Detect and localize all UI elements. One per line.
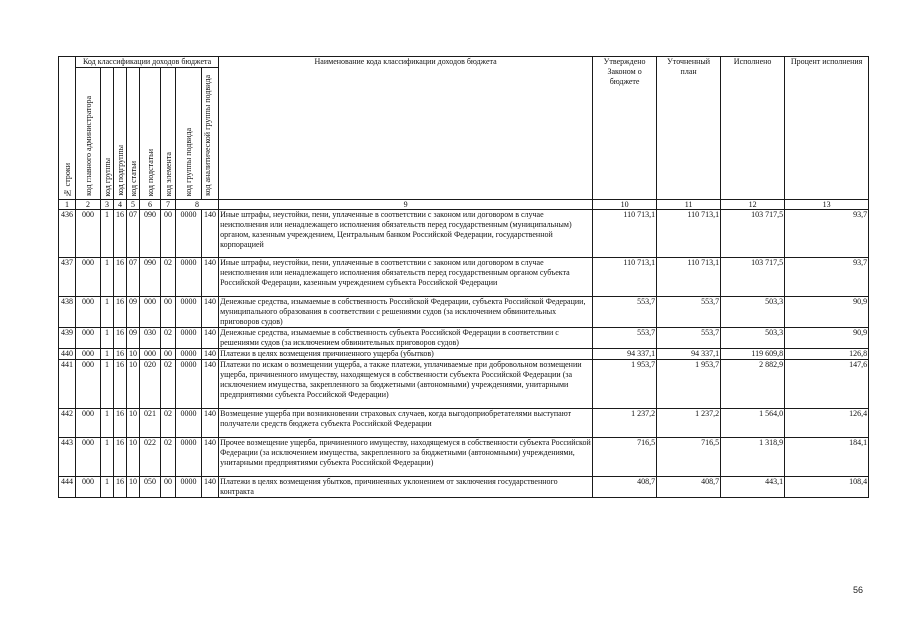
header-percent: Процент исполнения [785,57,869,200]
column-numbers-row [59,200,869,210]
cell-refined: 1 237,2 [657,409,721,438]
cell-article-code: 07 [127,210,140,258]
cell-article-code: 10 [127,438,140,477]
budget-income-table [58,56,869,498]
report-sheet [58,56,869,498]
cell-executed: 119 609,8 [721,349,785,360]
cell-subgroup-code: 16 [114,297,127,328]
cell-name: Прочее возмещение ущерба, причиненного имуществу, находящемуся в собственности субъекта Российской Федерации (за исключением имущества, закрепленного за бюджетными (автономными) учреждениями, унитарными предприятиями субъекта Российской Федерации) [219,438,593,477]
cell-row-no: 442 [59,409,76,438]
cell-name: Платежи в целях возмещения убытков, причиненных уклонением от заключения государственного контракта [219,477,593,498]
cell-approved: 553,7 [593,297,657,328]
cell-subtype-code: 0000 [176,360,202,409]
cell-element-code: 00 [161,349,176,360]
cell-executed: 1 564,0 [721,409,785,438]
cell-element-code: 00 [161,477,176,498]
header-article-code: код статьи [127,68,140,200]
cell-name: Иные штрафы, неустойки, пени, уплаченные в соответствии с законом или договором в случае неисполнения или ненадлежащего исполнения обязательств перед государственным (муниципальным) органом, казенным учреждением, Центральным банком Российской Федерации, государственной корпорацией [219,210,593,258]
table-row [59,477,869,498]
cell-executed: 103 717,5 [721,258,785,297]
column-number: 9 [219,200,593,210]
cell-analytic-code: 140 [202,409,219,438]
header-admin-code: код главного администратора [76,68,101,200]
cell-group-code: 1 [101,258,114,297]
table-body [59,210,869,498]
cell-admin-code: 000 [76,297,101,328]
column-number: 12 [721,200,785,210]
page-number: 56 [853,585,864,595]
cell-subgroup-code: 16 [114,210,127,258]
cell-subarticle-code: 022 [140,438,161,477]
table-row [59,297,869,328]
column-number: 5 [127,200,140,210]
column-number: 7 [161,200,176,210]
cell-approved: 110 713,1 [593,258,657,297]
cell-approved: 716,5 [593,438,657,477]
table-row [59,438,869,477]
cell-subtype-code: 0000 [176,409,202,438]
cell-name: Возмещение ущерба при возникновении страховых случаев, когда выгодоприобретателями выступают получатели средств бюджета субъекта Российской Федерации [219,409,593,438]
header-row-top [59,57,869,68]
header-subarticle-code: код подстатьи [140,68,161,200]
cell-percent: 90,9 [785,297,869,328]
cell-executed: 503,3 [721,328,785,349]
cell-element-code: 00 [161,210,176,258]
cell-element-code: 02 [161,438,176,477]
cell-group-code: 1 [101,328,114,349]
cell-subarticle-code: 020 [140,360,161,409]
cell-element-code: 02 [161,258,176,297]
cell-name: Платежи по искам о возмещении ущерба, а также платежи, уплачиваемые при добровольном возмещении ущерба, причиненного имуществу, находящемуся в собственности субъекта Российской Федерации (за исключением имущества, закрепленного за бюджетными (автономными) учреждениями, унитарными предприятиями субъекта Российской Федерации) [219,360,593,409]
cell-subarticle-code: 050 [140,477,161,498]
cell-percent: 126,4 [785,409,869,438]
header-row-no: № строки [59,57,76,200]
cell-percent: 90,9 [785,328,869,349]
table-row [59,360,869,409]
cell-element-code: 02 [161,360,176,409]
cell-admin-code: 000 [76,349,101,360]
cell-group-code: 1 [101,360,114,409]
cell-percent: 126,8 [785,349,869,360]
cell-article-code: 10 [127,360,140,409]
cell-subgroup-code: 16 [114,477,127,498]
cell-subarticle-code: 000 [140,297,161,328]
cell-admin-code: 000 [76,409,101,438]
header-subgroup-code: код подгруппы [114,68,127,200]
header-approved: Утверждено Законом о бюджете [593,57,657,200]
header-analytic-group-code: код аналитической группы подвида [202,68,219,200]
cell-approved: 553,7 [593,328,657,349]
cell-subgroup-code: 16 [114,438,127,477]
cell-refined: 1 953,7 [657,360,721,409]
cell-group-code: 1 [101,438,114,477]
header-executed: Исполнено [721,57,785,200]
table-row [59,409,869,438]
cell-approved: 94 337,1 [593,349,657,360]
cell-admin-code: 000 [76,360,101,409]
cell-executed: 503,3 [721,297,785,328]
cell-subarticle-code: 021 [140,409,161,438]
cell-element-code: 02 [161,328,176,349]
column-number: 3 [101,200,114,210]
cell-row-no: 444 [59,477,76,498]
cell-subarticle-code: 000 [140,349,161,360]
cell-executed: 443,1 [721,477,785,498]
cell-group-code: 1 [101,409,114,438]
cell-admin-code: 000 [76,328,101,349]
cell-article-code: 10 [127,349,140,360]
cell-subarticle-code: 090 [140,210,161,258]
column-number: 11 [657,200,721,210]
table-row [59,349,869,360]
cell-analytic-code: 140 [202,477,219,498]
cell-subtype-code: 0000 [176,258,202,297]
column-number: 4 [114,200,127,210]
cell-analytic-code: 140 [202,360,219,409]
cell-name: Денежные средства, изымаемые в собственность субъекта Российской Федерации в соответствии с решениями судов (за исключением обвинительных приговоров судов) [219,328,593,349]
cell-analytic-code: 140 [202,438,219,477]
cell-subtype-code: 0000 [176,477,202,498]
cell-group-code: 1 [101,210,114,258]
cell-group-code: 1 [101,477,114,498]
cell-approved: 110 713,1 [593,210,657,258]
cell-subgroup-code: 16 [114,349,127,360]
cell-percent: 147,6 [785,360,869,409]
header-name: Наименование кода классификации доходов бюджета [219,57,593,200]
column-number: 8 [176,200,219,210]
column-number: 13 [785,200,869,210]
cell-name: Иные штрафы, неустойки, пени, уплаченные в соответствии с законом или договором в случае неисполнения или ненадлежащего исполнения обязательств перед государственным органом субъекта Российской Федерации, казенным учреждением субъекта Российской Федерации [219,258,593,297]
cell-element-code: 00 [161,297,176,328]
header-refined: Уточненный план [657,57,721,200]
cell-group-code: 1 [101,349,114,360]
cell-analytic-code: 140 [202,297,219,328]
cell-group-code: 1 [101,297,114,328]
cell-percent: 108,4 [785,477,869,498]
cell-subtype-code: 0000 [176,349,202,360]
cell-approved: 1 953,7 [593,360,657,409]
cell-subgroup-code: 16 [114,258,127,297]
cell-executed: 1 318,9 [721,438,785,477]
cell-refined: 553,7 [657,297,721,328]
cell-name: Платежи в целях возмещения причиненного ущерба (убытков) [219,349,593,360]
cell-subarticle-code: 090 [140,258,161,297]
cell-refined: 110 713,1 [657,258,721,297]
cell-name: Денежные средства, изымаемые в собственность Российской Федерации, субъекта Российской Федерации, муниципального образования в соответствии с решениями судов (за исключением обвинительных приговоров судов) [219,297,593,328]
cell-subtype-code: 0000 [176,328,202,349]
cell-refined: 94 337,1 [657,349,721,360]
column-number: 1 [59,200,76,210]
header-element-code: код элемента [161,68,176,200]
cell-percent: 184,1 [785,438,869,477]
cell-subtype-code: 0000 [176,210,202,258]
cell-percent: 93,7 [785,210,869,258]
cell-row-no: 438 [59,297,76,328]
cell-admin-code: 000 [76,210,101,258]
cell-article-code: 09 [127,328,140,349]
cell-refined: 553,7 [657,328,721,349]
header-classification-group: Код классификации доходов бюджета [76,57,219,68]
cell-subgroup-code: 16 [114,409,127,438]
cell-approved: 1 237,2 [593,409,657,438]
cell-analytic-code: 140 [202,328,219,349]
cell-executed: 103 717,5 [721,210,785,258]
cell-row-no: 439 [59,328,76,349]
cell-admin-code: 000 [76,477,101,498]
cell-subgroup-code: 16 [114,360,127,409]
cell-subtype-code: 0000 [176,438,202,477]
cell-subgroup-code: 16 [114,328,127,349]
cell-percent: 93,7 [785,258,869,297]
cell-row-no: 443 [59,438,76,477]
cell-refined: 716,5 [657,438,721,477]
cell-row-no: 437 [59,258,76,297]
table-row [59,328,869,349]
column-number: 10 [593,200,657,210]
cell-article-code: 10 [127,477,140,498]
cell-article-code: 07 [127,258,140,297]
cell-row-no: 441 [59,360,76,409]
cell-admin-code: 000 [76,258,101,297]
cell-analytic-code: 140 [202,210,219,258]
cell-article-code: 10 [127,409,140,438]
table-row [59,210,869,258]
cell-executed: 2 882,9 [721,360,785,409]
header-subtype-group-code: код группы подвида [176,68,202,200]
column-number: 2 [76,200,101,210]
cell-analytic-code: 140 [202,349,219,360]
cell-subarticle-code: 030 [140,328,161,349]
table-row [59,258,869,297]
cell-subtype-code: 0000 [176,297,202,328]
column-number: 6 [140,200,161,210]
header-group-code: код группы [101,68,114,200]
cell-row-no: 440 [59,349,76,360]
cell-element-code: 02 [161,409,176,438]
cell-analytic-code: 140 [202,258,219,297]
cell-refined: 110 713,1 [657,210,721,258]
cell-row-no: 436 [59,210,76,258]
cell-admin-code: 000 [76,438,101,477]
cell-article-code: 09 [127,297,140,328]
cell-refined: 408,7 [657,477,721,498]
cell-approved: 408,7 [593,477,657,498]
